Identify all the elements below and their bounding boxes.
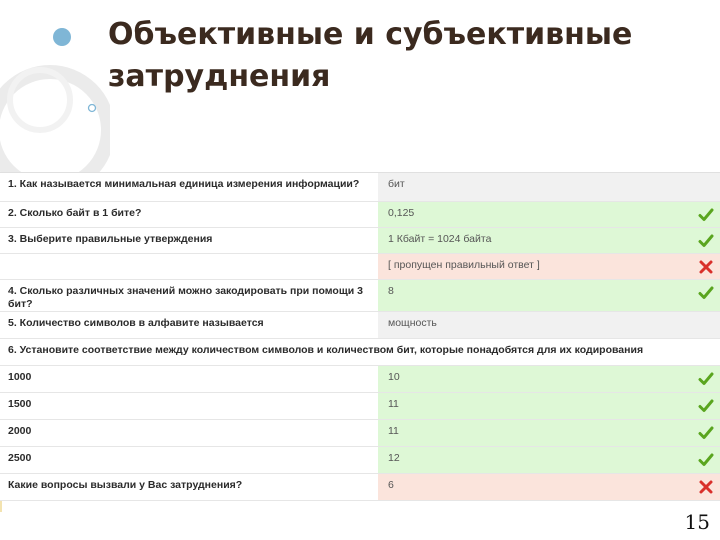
answer-text: мощность	[388, 317, 437, 329]
title-line-2: затруднения	[108, 59, 331, 94]
answer-cell	[378, 474, 720, 500]
answer-cell	[378, 366, 720, 392]
check-icon	[698, 452, 714, 468]
table-row	[0, 202, 720, 228]
table-row	[0, 228, 720, 254]
table-row	[0, 393, 720, 420]
question-cell: Какие вопросы вызвали у Вас затруднения?	[0, 474, 378, 500]
answer-cell	[378, 254, 720, 279]
check-icon	[698, 371, 714, 387]
quiz-results-table	[0, 172, 720, 501]
answer-text: 0,125	[388, 207, 415, 219]
answer-cell	[378, 447, 720, 473]
table-row	[0, 312, 720, 339]
question-cell: 4. Сколько различных значений можно закодировать при помощи 3 бит?	[0, 280, 378, 311]
answer-cell	[378, 280, 720, 311]
cross-icon	[698, 479, 714, 495]
cross-icon	[698, 259, 714, 275]
check-icon	[698, 285, 714, 301]
table-row	[0, 447, 720, 474]
question-cell: 2000	[0, 420, 378, 446]
answer-text: 10	[388, 371, 400, 383]
page-number: 15	[684, 510, 710, 534]
slide-title	[108, 14, 708, 98]
question-cell: 2. Сколько байт в 1 бите?	[0, 202, 378, 227]
check-icon	[698, 425, 714, 441]
table-row	[0, 339, 720, 366]
table-row	[0, 173, 720, 202]
table-row	[0, 280, 720, 312]
question-cell: 1500	[0, 393, 378, 419]
question-cell	[0, 254, 378, 279]
check-icon	[698, 207, 714, 223]
table-row	[0, 366, 720, 393]
question-cell: 1000	[0, 366, 378, 392]
answer-text: 12	[388, 452, 400, 464]
table-row	[0, 474, 720, 501]
answer-cell	[378, 393, 720, 419]
answer-text: [ пропущен правильный ответ ]	[388, 259, 540, 271]
question-cell: 5. Количество символов в алфавите называется	[0, 312, 378, 338]
answer-text: 1 Кбайт = 1024 байта	[388, 233, 492, 245]
table-row	[0, 420, 720, 447]
answer-cell	[378, 202, 720, 227]
question-cell: 2500	[0, 447, 378, 473]
answer-cell	[378, 173, 720, 201]
question-cell: 1. Как называется минимальная единица измерения информации?	[0, 173, 378, 201]
check-icon	[698, 233, 714, 249]
answer-cell	[378, 420, 720, 446]
title-line-1: Объективные и субъективные	[108, 17, 633, 52]
decorative-circles	[0, 0, 110, 200]
question-cell: 3. Выберите правильные утверждения	[0, 228, 378, 253]
question-cell: 6. Установите соответствие между количеством символов и количеством бит, которые понадобятся для их кодирования	[0, 339, 720, 365]
answer-cell	[378, 312, 720, 338]
answer-text: 11	[388, 425, 399, 437]
answer-text: 6	[388, 479, 394, 491]
check-icon	[698, 398, 714, 414]
answer-cell	[378, 228, 720, 253]
answer-text: 8	[388, 285, 394, 297]
table-row	[0, 254, 720, 280]
answer-text: 11	[388, 398, 399, 410]
answer-text: бит	[388, 178, 405, 190]
